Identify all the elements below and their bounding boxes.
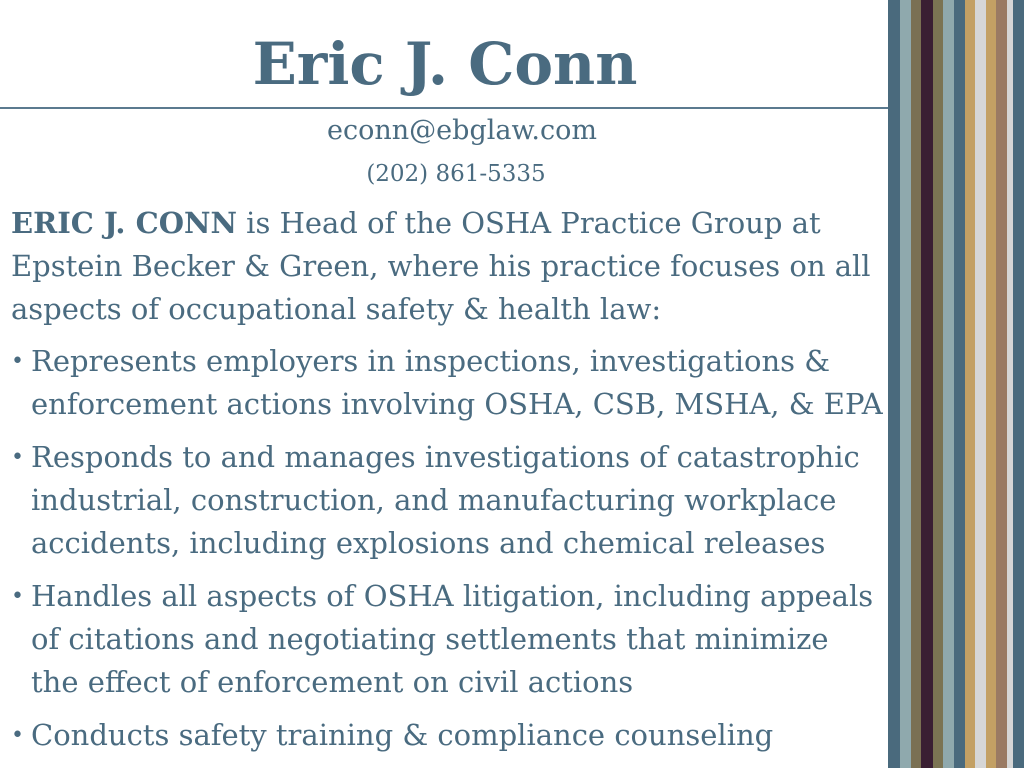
stripe [975, 0, 986, 768]
intro-text: is Head of the OSHA Practice Group at Epstein Becker & Green, where his practice focuses on all aspects of occupational safety & health law: [11, 206, 871, 326]
bullet-icon: • [11, 723, 24, 748]
stripe [911, 0, 921, 768]
stripe [921, 0, 933, 768]
stripe [996, 0, 1007, 768]
stripe [888, 0, 900, 768]
decorative-stripes [888, 0, 1024, 768]
phone-number: (202) 861-5335 [366, 161, 546, 187]
bullet-icon: • [11, 584, 24, 609]
bullet-text: Responds to and manages investigations of catastrophic industrial, construction, and manufacturing workplace accidents, including explosions and chemical releases [31, 440, 860, 560]
bullet-text: Conducts safety training & compliance counseling [31, 718, 774, 752]
bullet-item [11, 575, 883, 704]
bullet-icon: • [11, 349, 24, 374]
bullet-item [11, 436, 883, 565]
bullet-item [11, 340, 883, 426]
stripe [986, 0, 996, 768]
bullet-item [11, 714, 883, 757]
bullet-text: Handles all aspects of OSHA litigation, including appeals of citations and negotiating settlements that minimize the effect of enforcement on civil actions [31, 579, 874, 699]
bullet-list [11, 340, 883, 767]
stripe [933, 0, 943, 768]
email-address: econn@ebglaw.com [327, 115, 597, 146]
stripe [954, 0, 965, 768]
intro-paragraph [11, 202, 881, 331]
title-divider [0, 107, 890, 109]
intro-name: ERIC J. CONN [11, 206, 237, 240]
bullet-text: Represents employers in inspections, investigations & enforcement actions involving OSHA, CSB, MSHA, & EPA [31, 344, 883, 421]
stripe [943, 0, 954, 768]
stripe [965, 0, 975, 768]
slide-title: Eric J. Conn [252, 30, 638, 98]
stripe [1013, 0, 1024, 768]
stripe [900, 0, 911, 768]
bullet-icon: • [11, 445, 24, 470]
